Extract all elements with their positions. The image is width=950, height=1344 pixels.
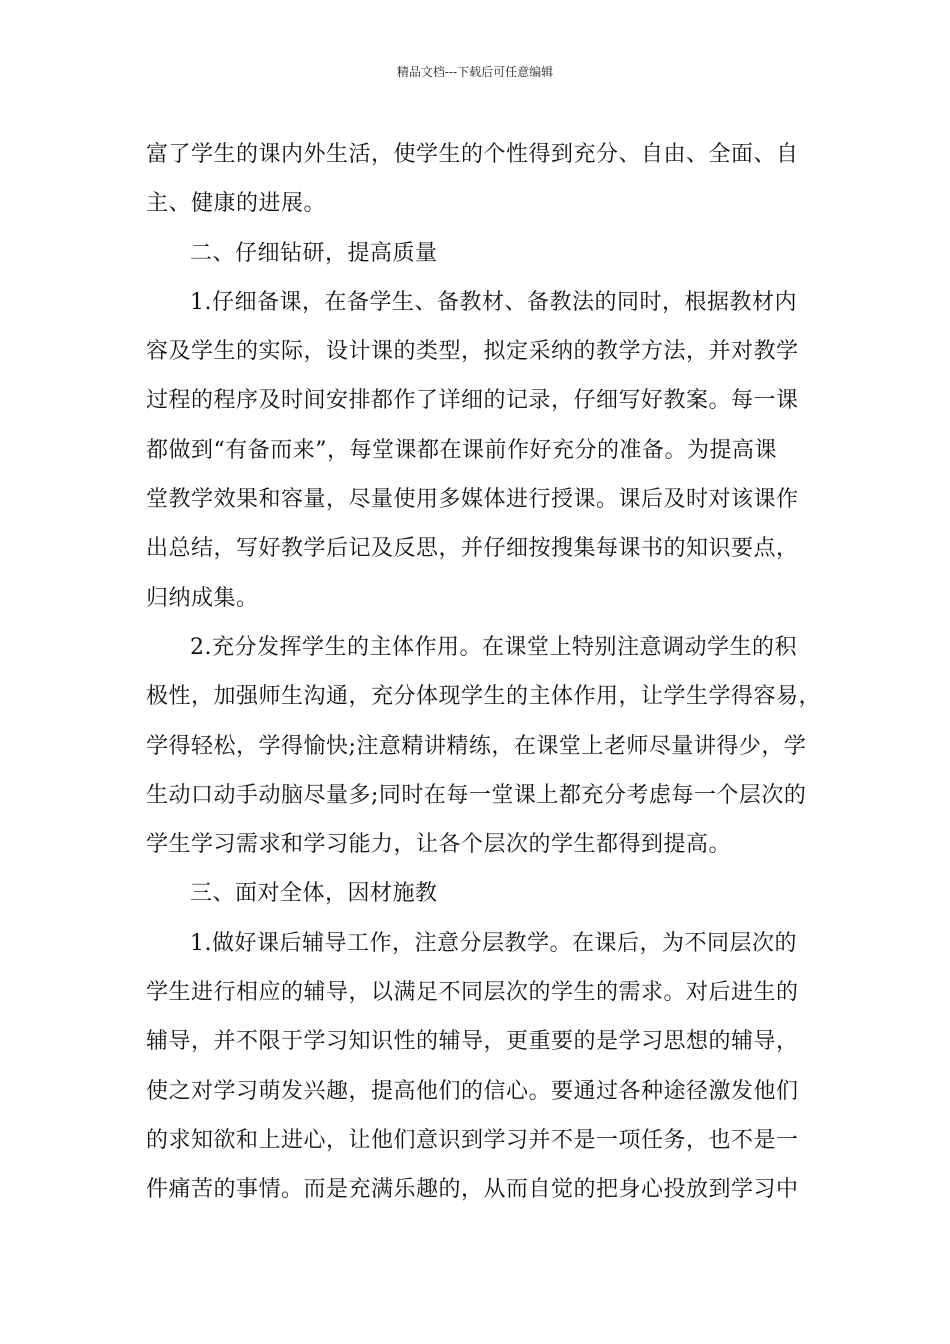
text-line: 归纳成集。 <box>146 585 259 611</box>
text-line: 生动口动手动脑尽量多;同时在每一堂课上都充分考虑每一个层次的 <box>146 782 807 808</box>
text-line: 1.仔细备课，在备学生、备教材、备教法的同时，根据教材内 <box>190 289 797 315</box>
text-line: 富了学生的课内外生活，使学生的个性得到充分、自由、全面、自 <box>146 142 799 167</box>
text-line: 过程的程序及时间安排都作了详细的记录，仔细写好教案。每一课 <box>146 388 799 414</box>
text-line: 堂教学效果和容量，尽量使用多媒体进行授课。课后及时对该课作 <box>146 487 799 513</box>
paragraph <box>146 919 816 1215</box>
text-line: 三、面对全体，因材施教 <box>190 881 438 907</box>
text-line: 主、健康的进展。 <box>146 191 327 217</box>
document-body <box>146 130 822 1215</box>
text-line: 学得轻松，学得愉快;注意精讲精练，在课堂上老师尽量讲得少，学 <box>146 733 807 759</box>
text-line: 学生学习需求和学习能力，让各个层次的学生都得到提高。 <box>146 832 732 858</box>
text-line: 辅导，并不限于学习知识性的辅导，更重要的是学习思想的辅导， <box>146 1029 799 1055</box>
text-line: 1.做好课后辅导工作，注意分层教学。在课后，为不同层次的 <box>190 930 797 956</box>
text-line: 容及学生的实际，设计课的类型，拟定采纳的教学方法，并对教学 <box>146 339 799 365</box>
text-line: 出总结，写好教学后记及反思，并仔细按搜集每课书的知识要点， <box>146 536 799 562</box>
section-heading <box>146 869 816 918</box>
text-line: 件痛苦的事情。而是充满乐趣的，从而自觉的把身心投放到学习中 <box>146 1177 799 1203</box>
text-line: 学生进行相应的辅导，以满足不同层次的学生的需求。对后进生的 <box>146 980 799 1006</box>
text-line: 使之对学习萌发兴趣，提高他们的信心。要通过各种途径激发他们 <box>146 1078 799 1104</box>
text-line: 2.充分发挥学生的主体作用。在课堂上特别注意调动学生的积 <box>190 634 797 660</box>
paragraph <box>146 623 822 869</box>
paragraph <box>146 130 816 229</box>
text-line: 二、仔细钻研，提高质量 <box>190 240 438 266</box>
text-line: 极性，加强师生沟通，充分体现学生的主体作用，让学生学得容易， <box>146 684 822 710</box>
page-header: 精品文档---下载后可任意编辑 <box>396 65 554 79</box>
text-line: 都做到“有备而来”，每堂课都在课前作好充分的准备。为提高课 <box>146 437 777 463</box>
section-heading <box>146 229 816 278</box>
text-line: 的求知欲和上进心，让他们意识到学习并不是一项任务，也不是一 <box>146 1127 799 1153</box>
paragraph <box>146 278 816 623</box>
